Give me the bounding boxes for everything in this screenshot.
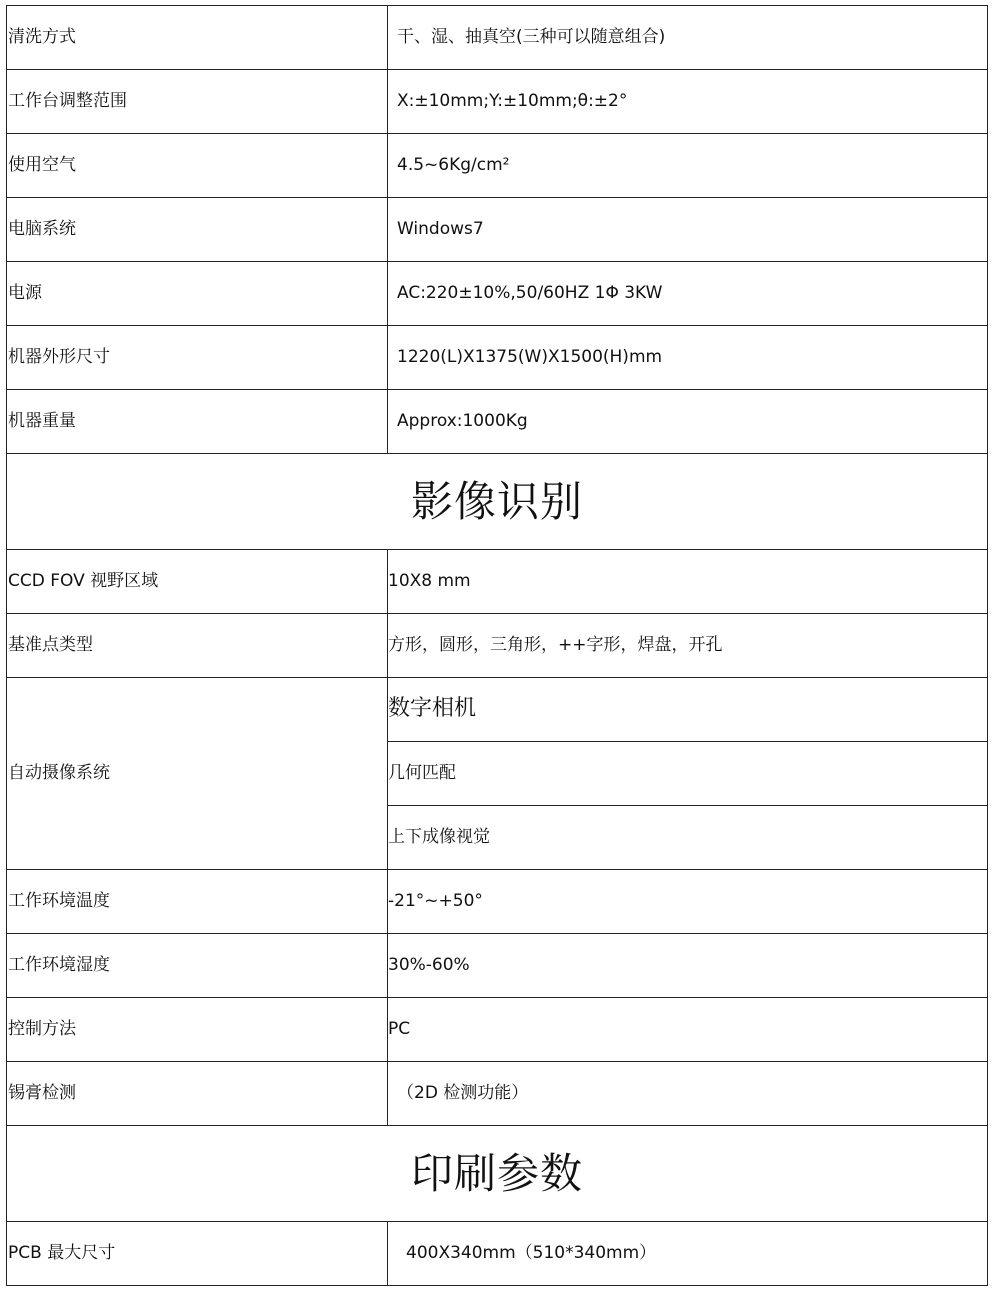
spec-label: 控制方法 [7, 998, 388, 1062]
spec-row-spi [7, 1062, 988, 1126]
spec-value: PC [388, 998, 988, 1062]
spec-value: 4.5~6Kg/cm² [388, 134, 988, 198]
spec-label: 机器外形尺寸 [7, 326, 388, 390]
spec-label: 锡膏检测 [7, 1062, 388, 1126]
spec-row-control [7, 998, 988, 1062]
spec-value: 干、湿、抽真空(三种可以随意组合) [388, 6, 988, 70]
spec-label: 使用空气 [7, 134, 388, 198]
spec-label: 工作环境湿度 [7, 934, 388, 998]
spec-label: 电源 [7, 262, 388, 326]
spec-value: Windows7 [388, 198, 988, 262]
spec-value: 10X8 mm [388, 550, 988, 614]
spec-row-fov [7, 550, 988, 614]
spec-value: 数字相机 [388, 678, 988, 742]
spec-label: PCB 最大尺寸 [7, 1222, 388, 1286]
section-title: 影像识别 [7, 454, 988, 550]
spec-value: 几何匹配 [388, 742, 988, 806]
spec-label: 自动摄像系统 [7, 678, 388, 870]
spec-value: 方形，圆形，三角形，++字形，焊盘，开孔 [388, 614, 988, 678]
spec-value: （2D 检测功能） [388, 1062, 988, 1126]
spec-row-power [7, 262, 988, 326]
spec-row-cleaning [7, 6, 988, 70]
spec-value: X:±10mm;Y:±10mm;θ:±2° [388, 70, 988, 134]
spec-row-humidity [7, 934, 988, 998]
spec-row-temperature [7, 870, 988, 934]
spec-label: CCD FOV 视野区域 [7, 550, 388, 614]
spec-value: 30%-60% [388, 934, 988, 998]
spec-row-pcb-size [7, 1222, 988, 1286]
section-header-print [7, 1126, 988, 1222]
spec-value: -21°~+50° [388, 870, 988, 934]
section-header-vision [7, 454, 988, 550]
spec-label: 清洗方式 [7, 6, 388, 70]
spec-value: Approx:1000Kg [388, 390, 988, 454]
spec-row-weight [7, 390, 988, 454]
spec-row-fiducial [7, 614, 988, 678]
spec-value: AC:220±10%,50/60HZ 1Φ 3KW [388, 262, 988, 326]
spec-label: 工作环境温度 [7, 870, 388, 934]
spec-row-air [7, 134, 988, 198]
spec-row-dimensions [7, 326, 988, 390]
spec-label: 基准点类型 [7, 614, 388, 678]
spec-label: 电脑系统 [7, 198, 388, 262]
spec-row-table-adjust [7, 70, 988, 134]
spec-value: 400X340mm（510*340mm） [388, 1222, 988, 1286]
spec-value: 1220(L)X1375(W)X1500(H)mm [388, 326, 988, 390]
spec-row-camera-1 [7, 678, 988, 742]
section-title: 印刷参数 [7, 1126, 988, 1222]
spec-row-os [7, 198, 988, 262]
spec-table [6, 5, 988, 1286]
spec-label: 机器重量 [7, 390, 388, 454]
spec-label: 工作台调整范围 [7, 70, 388, 134]
spec-value: 上下成像视觉 [388, 806, 988, 870]
